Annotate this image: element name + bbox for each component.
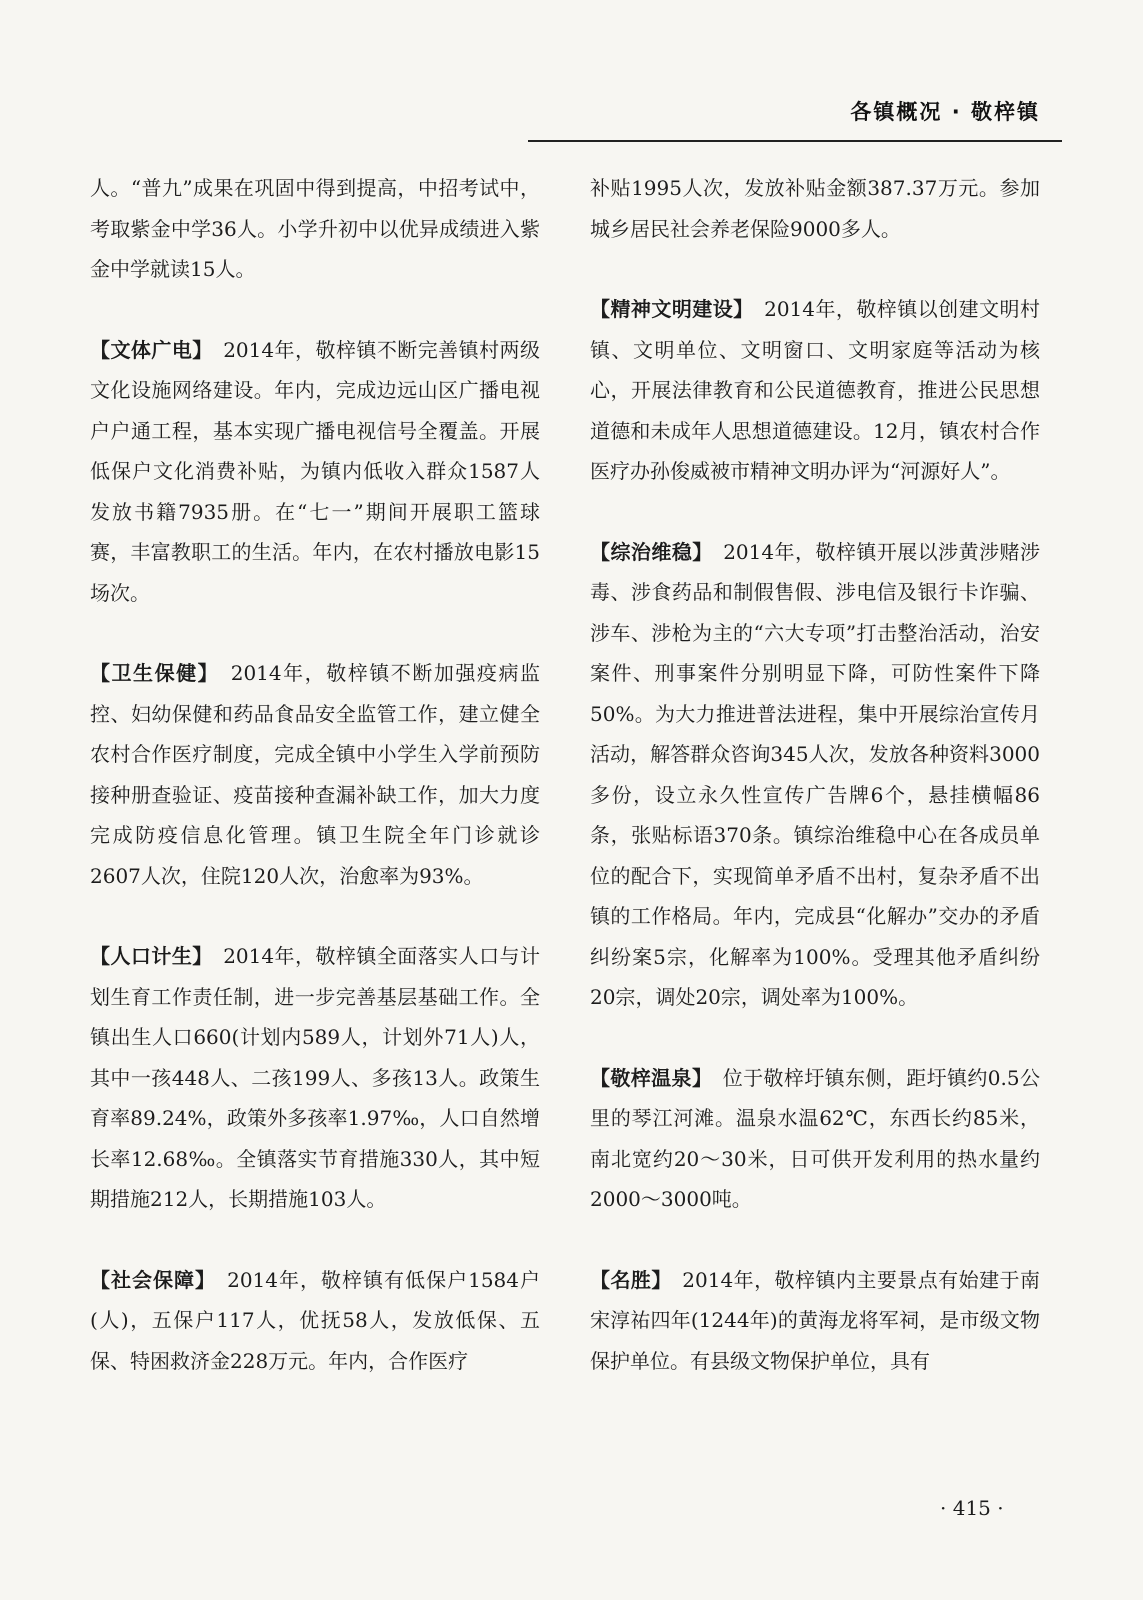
section-body: 位于敬梓圩镇东侧，距圩镇约0.5公里的琴江河滩。温泉水温62℃，东西长约85米，南北宽约20～30米，日可供开发利用的热水量约2000～3000吨。 [590,1065,1040,1211]
paragraph-body: 补贴1995人次，发放补贴金额387.37万元。参加城乡居民社会养老保险9000多人。 [590,176,1040,241]
section-health-care [90,653,540,896]
section-culture-broadcast [90,330,540,614]
section-spiritual-civilization [590,289,1040,492]
section-heading: 【人口计生】 [90,944,203,968]
section-body: 2014年，敬梓镇以创建文明村镇、文明单位、文明窗口、文明家庭等活动为核心，开展法律教育和公民道德教育，推进公民思想道德和未成年人思想道德建设。12月，镇农村合作医疗办孙俊威被市精神文明办评为“河源好人”。 [590,297,1040,483]
section-social-security [90,1260,540,1382]
section-body: 2014年，敬梓镇开展以涉黄涉赌涉毒、涉食药品和制假售假、涉电信及银行卡诈骗、涉车、涉枪为主的“六大专项”打击整治活动，治安案件、刑事案件分别明显下降，可防性案件下降50%。为大力推进普法进程，集中开展综治宣传月活动，解答群众咨询345人次，发放各种资料3000多份，设立永久性宣传广告牌6个，悬挂横幅86条，张贴标语370条。镇综治维稳中心在各成员单位的配合下，实现简单矛盾不出村，复杂矛盾不出镇的工作格局。年内，完成县“化解办”交办的矛盾纠纷案5宗，化解率为100%。受理其他矛盾纠纷20宗，调处20宗，调处率为100%。 [590,539,1040,1009]
paragraph-continued [90,168,540,290]
section-population-planning [90,936,540,1220]
paragraph-body: 人。“普九”成果在巩固中得到提高，中招考试中，考取紫金中学36人。小学升初中以优异成绩进入紫金中学就读15人。 [90,176,540,281]
section-heading: 【综治维稳】 [590,539,703,564]
page-number: · 415 · [940,1496,1004,1520]
section-public-security [590,532,1040,1018]
right-column [590,168,1040,1381]
section-hot-spring [590,1058,1040,1220]
section-body: 2014年，敬梓镇不断完善镇村两级文化设施网络建设。年内，完成边远山区广播电视户户通工程，基本实现广播电视信号全覆盖。开展低保户文化消费补贴，为镇内低收入群众1587人发放书籍7935册。在“七一”期间开展职工篮球赛，丰富教职工的生活。年内，在农村播放电影15场次。 [90,337,540,605]
section-body: 2014年，敬梓镇有低保户1584户(人)，五保户117人，优抚58人，发放低保、五保、特困救济金228万元。年内，合作医疗 [90,1267,541,1373]
section-heading: 【社会保障】 [90,1267,207,1292]
section-body: 2014年，敬梓镇不断加强疫病监控、妇幼保健和药品食品安全监管工作，建立健全农村合作医疗制度，完成全镇中小学生入学前预防接种册查验证、疫苗接种查漏补缺工作，加大力度完成防疫信息化管理。镇卫生院全年门诊就诊2607人次，住院120人次，治愈率为93%。 [90,661,540,888]
section-heading: 【卫生保健】 [90,661,210,685]
paragraph-continued [590,168,1040,249]
section-heading: 【名胜】 [590,1267,662,1292]
section-heading: 【精神文明建设】 [590,297,744,321]
running-header: 各镇概况 · 敬梓镇 [850,100,1040,124]
section-scenic-spots [590,1260,1040,1382]
header-rule [528,140,1062,142]
section-body: 2014年，敬梓镇全面落实人口与计划生育工作责任制，进一步完善基层基础工作。全镇出生人口660(计划内589人，计划外71人)人，其中一孩448人、二孩199人、多孩13人。政策生育率89.24%，政策外多孩率1.97‰，人口自然增长率12.68‰。全镇落实节育措施330人，其中短期措施212人，长期措施103人。 [90,944,540,1211]
left-column [90,168,540,1381]
section-body: 2014年，敬梓镇内主要景点有始建于南宋淳祐四年(1244年)的黄海龙将军祠，是市级文物保护单位。有县级文物保护单位，具有 [590,1267,1041,1373]
section-heading: 【敬梓温泉】 [590,1065,703,1090]
section-heading: 【文体广电】 [90,337,203,362]
